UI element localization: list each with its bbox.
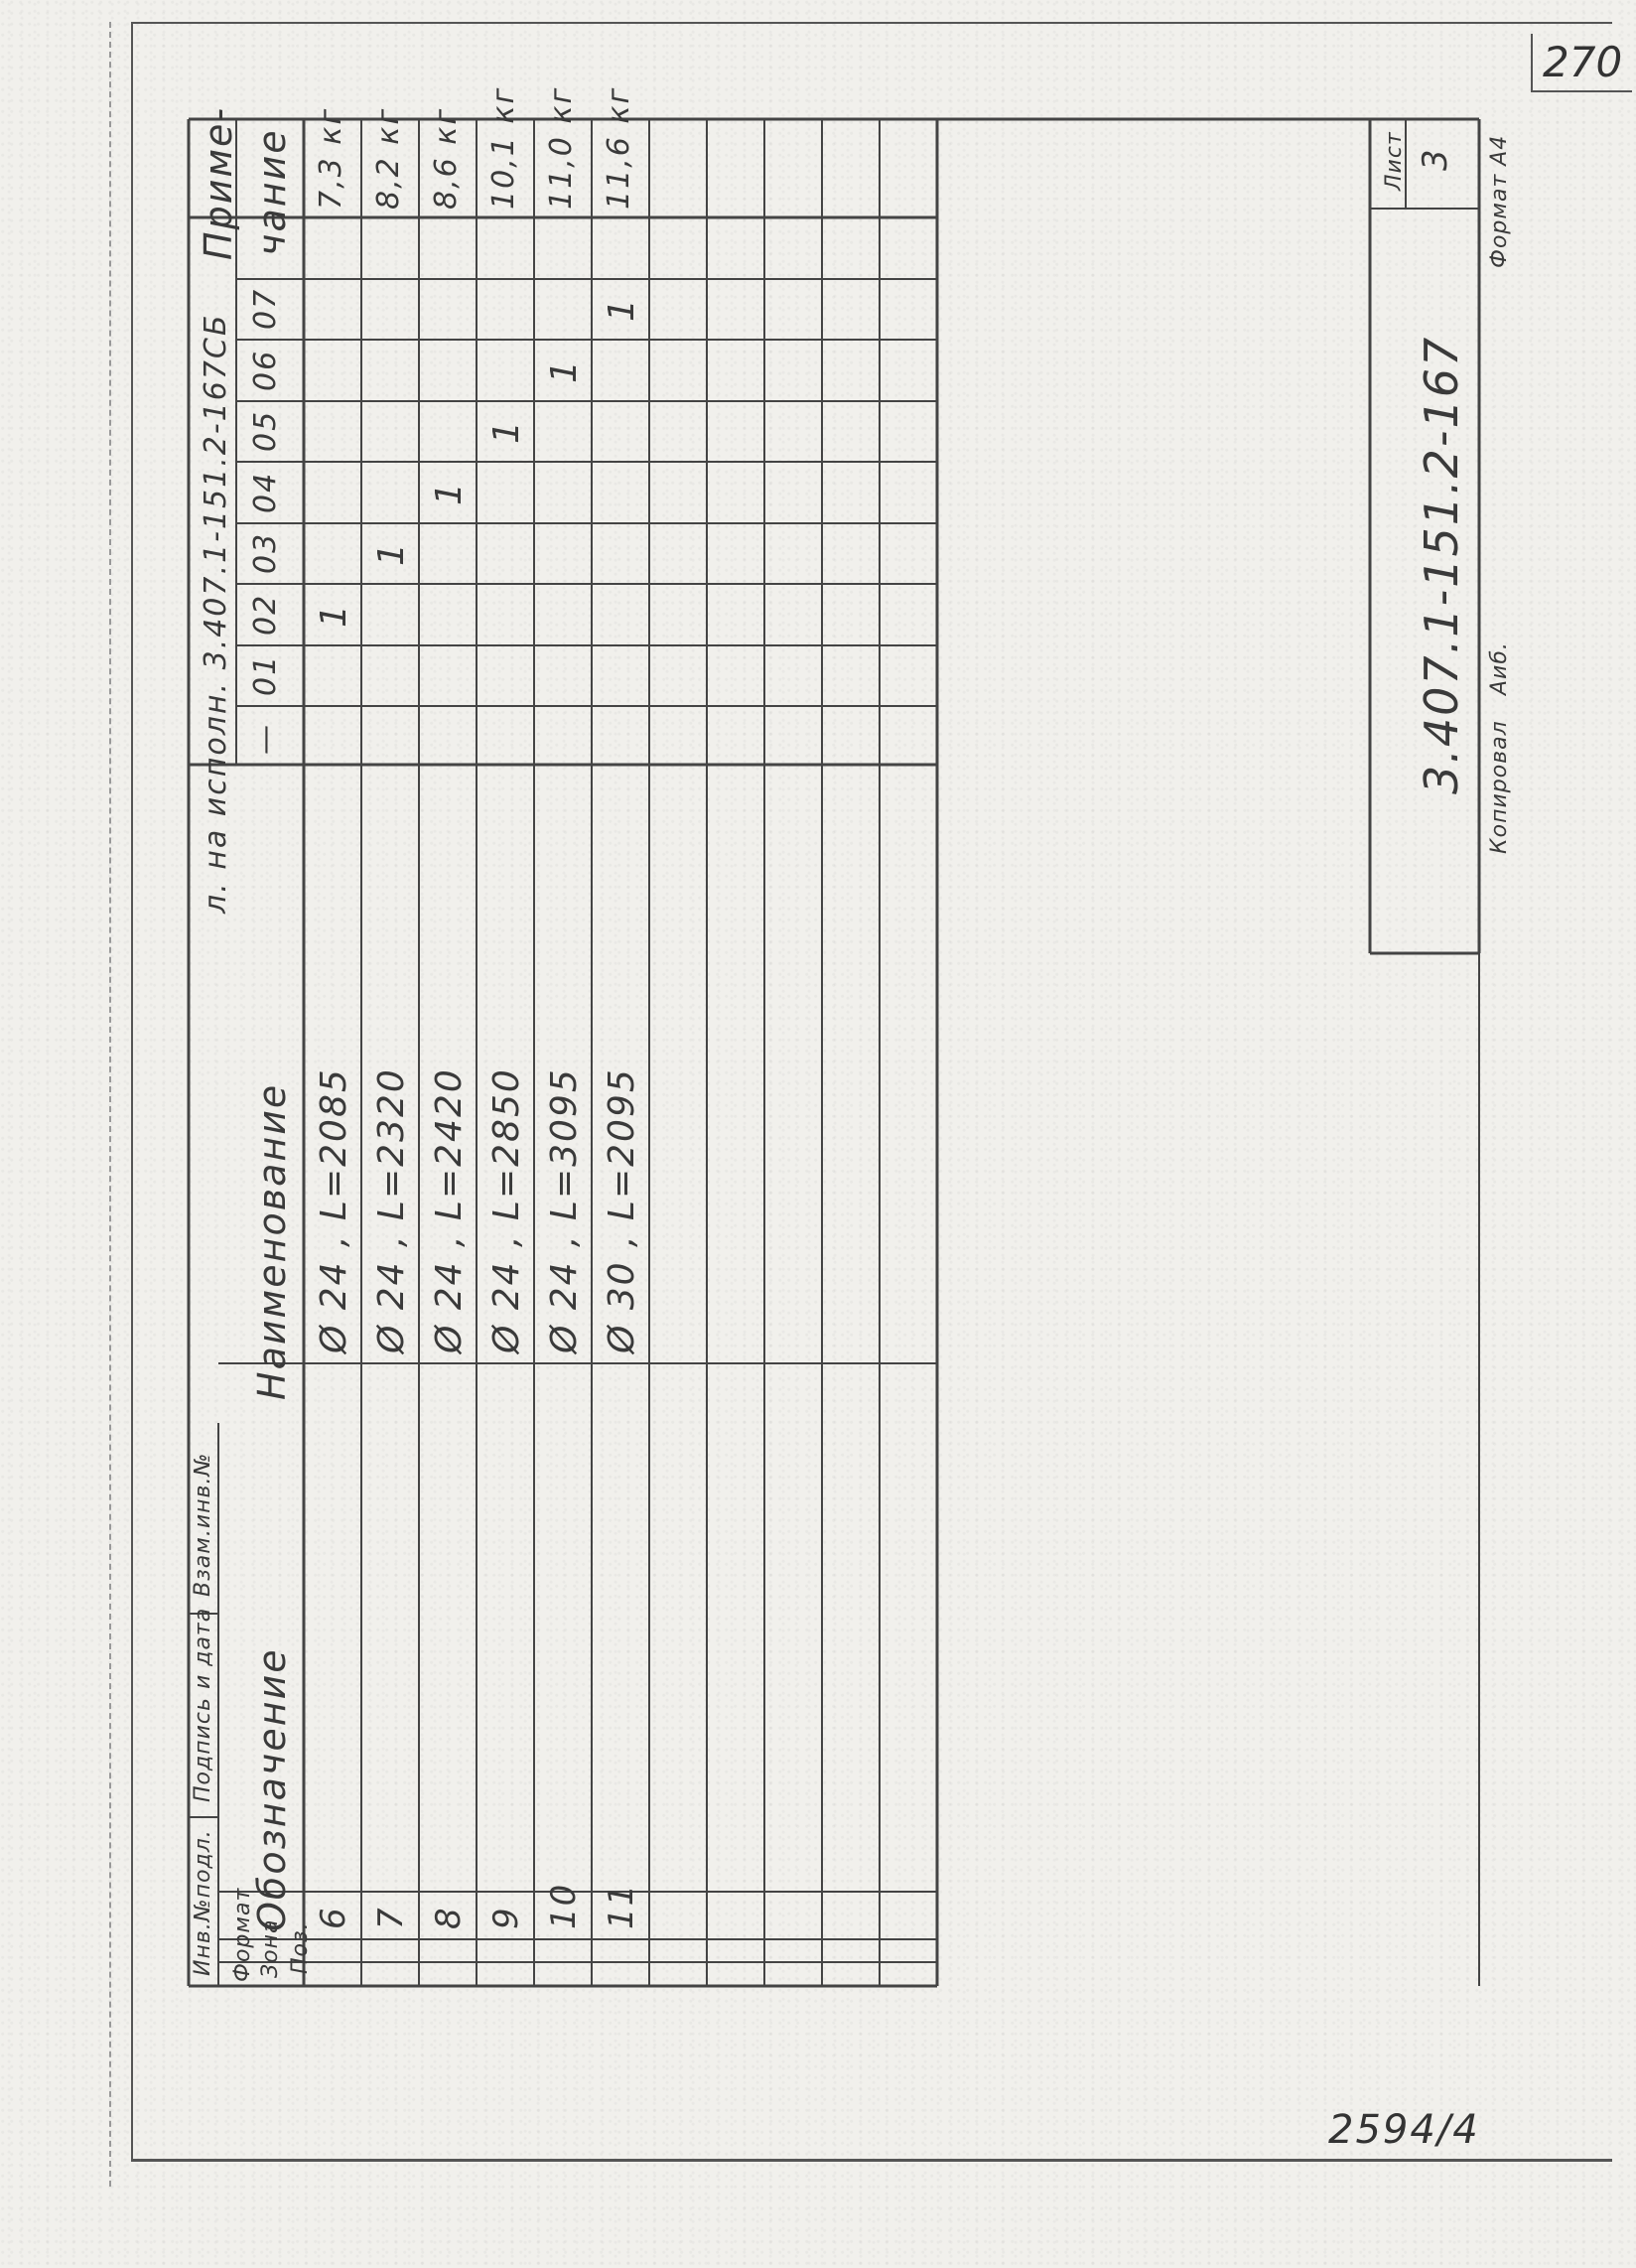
row-3-pos: 9 (486, 1906, 526, 1929)
stamp-label-sign: Подпись и дата (191, 1607, 215, 1802)
table-grid (189, 99, 1559, 1986)
footer-copied-name: Аиб. (1487, 641, 1512, 695)
header-designation: Обозначение (250, 1647, 294, 1931)
document-code: 3.407.1-151.2-167 (1415, 335, 1468, 794)
header-zone: Зона (258, 1918, 283, 1978)
specification-sheet (189, 85, 1559, 1986)
archive-number: 2594/4 (1328, 2107, 1480, 2153)
row-1-note: 8,2 кг (371, 106, 406, 210)
row-5-pos: 11 (602, 1882, 641, 1929)
sheet-value: 3 (1416, 147, 1455, 171)
row-4-note: 11,0 кг (544, 85, 579, 210)
header-note-1: Приме- (197, 105, 240, 260)
row-5-note: 11,6 кг (602, 85, 636, 210)
row-1-qty-3: 1 (371, 541, 412, 566)
header-pos: Поз. (288, 1921, 313, 1974)
header-qty-group: л. на исполн. 3.407.1-151.2-167СБ (199, 313, 233, 914)
row-2-name: Ø 24 , L=2420 (429, 1067, 470, 1353)
variant-header-6: 06 (248, 349, 283, 391)
row-5-qty-7: 1 (602, 297, 642, 322)
row-4-name: Ø 24 , L=3095 (544, 1067, 585, 1353)
row-3-name: Ø 24 , L=2850 (486, 1067, 527, 1353)
fold-line (109, 22, 111, 2187)
row-3-note: 10,1 кг (486, 85, 521, 210)
header-format: Формат (230, 1887, 255, 1982)
variant-header-0: — (248, 723, 283, 755)
header-note-2: чание (250, 128, 294, 256)
sheet-number: 270 (1531, 34, 1632, 92)
row-0-qty-2: 1 (314, 603, 354, 628)
row-4-qty-6: 1 (544, 358, 585, 383)
stamp-label-replace: Взам.инв.№ (191, 1452, 215, 1597)
footer-copied: Копировал (1487, 720, 1512, 854)
variant-header-5: 05 (248, 409, 283, 452)
variant-header-3: 03 (248, 531, 283, 574)
variant-header-2: 02 (248, 593, 283, 636)
variant-header-4: 04 (248, 471, 283, 513)
row-5-name: Ø 30 , L=2095 (602, 1067, 642, 1353)
footer-format: Формат А4 (1487, 134, 1512, 268)
stamp-label-inv: Инв.№подл. (191, 1829, 215, 1976)
row-2-pos: 8 (429, 1906, 469, 1929)
row-2-qty-4: 1 (429, 481, 470, 505)
row-0-note: 7,3 кг (314, 106, 348, 210)
variant-header-1: 01 (248, 653, 283, 696)
variant-header-7: 07 (248, 287, 283, 330)
sheet-label: Лист (1382, 131, 1407, 191)
row-1-pos: 7 (371, 1906, 411, 1929)
row-0-pos: 6 (314, 1906, 353, 1929)
row-3-qty-5: 1 (486, 419, 527, 444)
row-1-name: Ø 24 , L=2320 (371, 1067, 412, 1353)
row-4-pos: 10 (544, 1882, 584, 1929)
header-name: Наименование (250, 1082, 294, 1400)
row-2-note: 8,6 кг (429, 106, 464, 210)
row-0-name: Ø 24 , L=2085 (314, 1067, 354, 1353)
